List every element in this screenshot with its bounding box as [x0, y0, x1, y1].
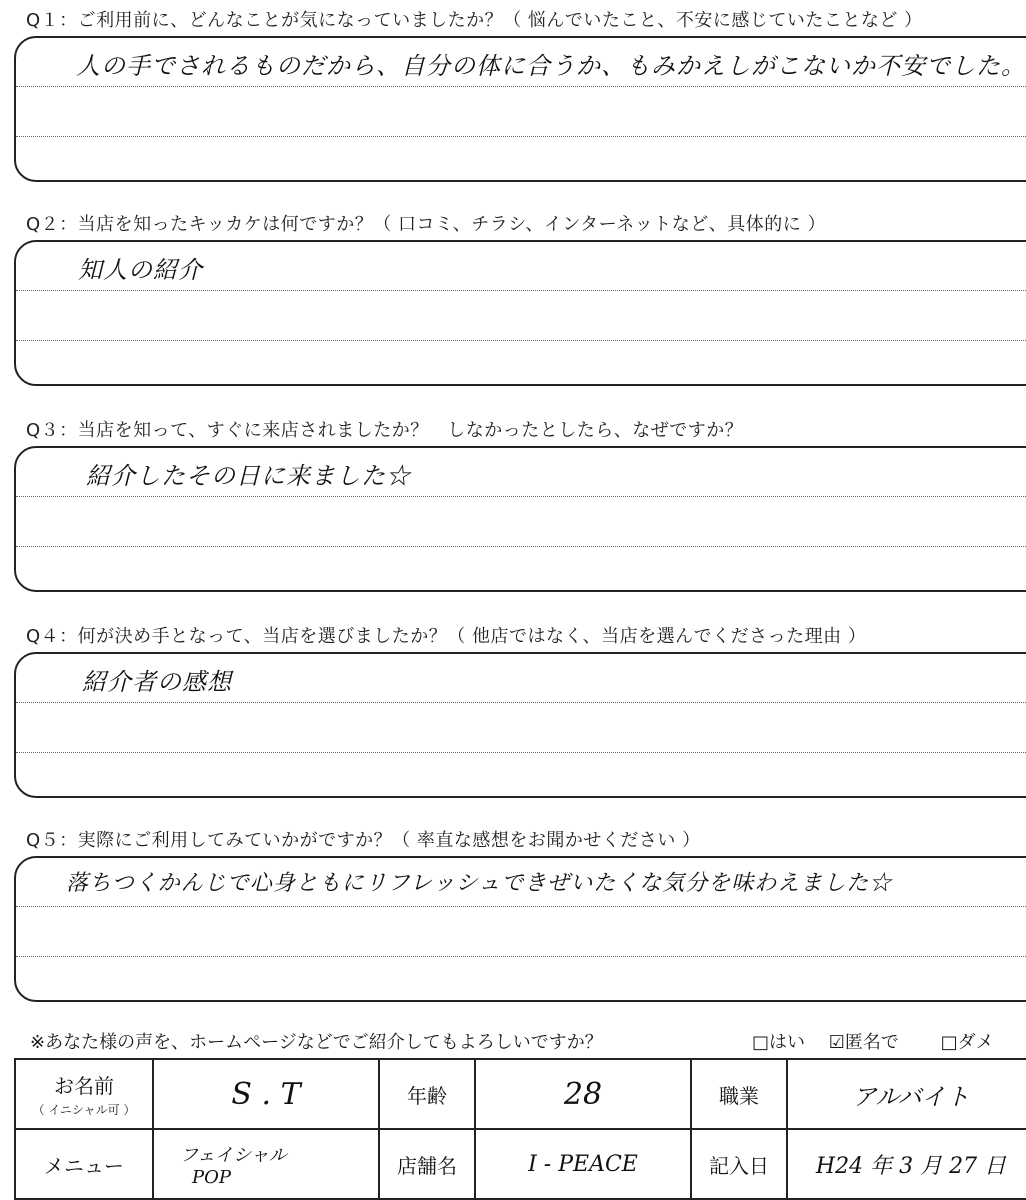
answer-rule [16, 136, 1026, 137]
consent-question: ※あなた様の声を、ホームページなどでご紹介してもよろしいですか？ [30, 1032, 603, 1053]
consent-option-yes[interactable]: □はい [752, 1032, 806, 1053]
date-cell [787, 1129, 1026, 1199]
question-4-title: Q４：何が決め手となって、当店を選びましたか？（ 他店ではなく、当店を選んでくださった理由 ） [26, 626, 867, 647]
question-5-title: Q５：実際にご利用してみていかがですか？（ 率直な感想をお聞かせください ） [26, 830, 701, 851]
answer-rule [16, 956, 1026, 957]
consent-option-no[interactable]: □ダメ [940, 1032, 994, 1053]
job-label-cell [691, 1059, 787, 1129]
question-2-title: Q２：当店を知ったキッカケは何ですか？（ 口コミ、チラシ、インターネットなど、具体的に ） [26, 214, 826, 235]
shop-label: 店舗名 [397, 1153, 457, 1178]
answer-box-1 [14, 36, 1026, 182]
name-sub-label: （ イニシャル可 ） [32, 1103, 136, 1117]
answer-3-text: 紹介したその日に来ました☆ [86, 462, 411, 490]
menu-cell [153, 1129, 379, 1199]
answer-rule [16, 86, 1026, 87]
answer-rule [16, 340, 1026, 341]
name-cell [153, 1059, 379, 1129]
question-3-title: Q３：当店を知って、すぐに来店されましたか？ しなかったとしたら、なぜですか？ [26, 420, 744, 441]
job-cell [787, 1059, 1026, 1129]
age-value: 28 [563, 1076, 603, 1112]
consent-option-anonymous[interactable] [829, 1028, 917, 1054]
date-label-cell [691, 1129, 787, 1199]
answer-1-text: 人の手でされるものだから、自分の体に合うか、もみかえしがこないか不安でした。 [76, 52, 1026, 80]
age-cell [475, 1059, 691, 1129]
shop-cell [475, 1129, 691, 1199]
name-label-cell [15, 1059, 153, 1129]
answer-box-3 [14, 446, 1026, 592]
answer-rule [16, 546, 1026, 547]
answer-box-4 [14, 652, 1026, 798]
date-label: 記入日 [709, 1153, 769, 1178]
consent-options [752, 1028, 1012, 1054]
menu-label: メニュー [44, 1153, 124, 1178]
shop-label-cell [379, 1129, 475, 1199]
menu-value-line1: フェイシャル [180, 1144, 287, 1166]
menu-value-line2: POP [192, 1166, 231, 1188]
name-value: S . T [231, 1076, 301, 1112]
answer-rule [16, 496, 1026, 497]
answer-rule [16, 290, 1026, 291]
age-label-cell [379, 1059, 475, 1129]
job-label: 職業 [719, 1083, 759, 1108]
answer-2-text: 知人の紹介 [78, 256, 203, 284]
answer-5-text: 落ちつくかんじで心身ともにリフレッシュできぜいたくな気分を味わえました☆ [66, 871, 893, 896]
answer-4-text: 紹介者の感想 [82, 668, 232, 696]
job-value: アルバイト [852, 1082, 970, 1111]
answer-box-5 [14, 856, 1026, 1002]
shop-value: I - PEACE [528, 1151, 638, 1177]
answer-rule [16, 906, 1026, 907]
name-label: お名前 [54, 1074, 114, 1098]
menu-label-cell [15, 1129, 153, 1199]
question-1-title: Q１：ご利用前に、どんなことが気になっていましたか？（ 悩んでいたこと、不安に感じていたことなど ） [26, 10, 923, 31]
consent-option-anonymous-label: ☑匿名で [828, 1032, 899, 1053]
answer-rule [16, 752, 1026, 753]
answer-box-2 [14, 240, 1026, 386]
age-label: 年齢 [407, 1083, 447, 1108]
answer-rule [16, 702, 1026, 703]
date-value: H24 年 3 月 27 日 [815, 1153, 1007, 1179]
respondent-info-table [14, 1058, 1026, 1200]
